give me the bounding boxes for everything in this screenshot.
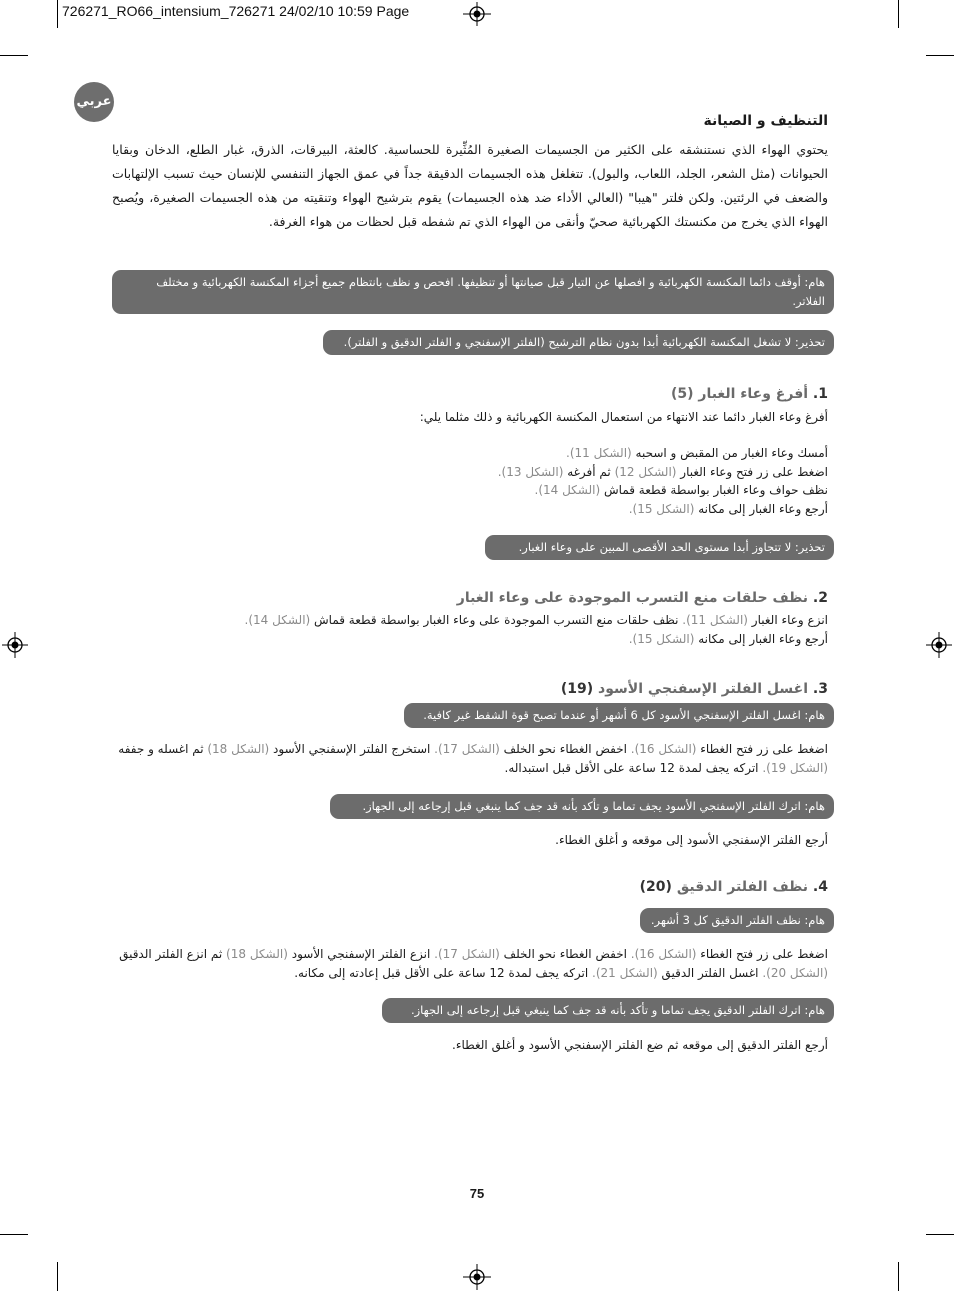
crop-mark — [898, 1262, 899, 1291]
registration-mark-icon — [2, 632, 28, 658]
crop-mark — [0, 55, 28, 56]
section-title: نظف حلقات منع التسرب الموجودة على وعاء الغبار — [456, 590, 809, 606]
important-note: هام: أوقف دائما المكنسة الكهربائية و افصلها عن التيار قبل صيانتها أو تنظيفها. افحص و نظف بانتظام جميع أجزاء المكنسة الكهربائية و مختلف الفلاتر. — [112, 270, 834, 314]
section-1-heading — [671, 386, 828, 402]
section-3-final: أرجع الفلتر الإسفنجي الأسود إلى موقعه و أغلق الغطاء. — [555, 833, 828, 847]
section-4-heading — [640, 879, 828, 895]
registration-mark-icon — [463, 2, 491, 26]
figure-reference: (19) — [560, 681, 594, 697]
section-1-steps — [108, 444, 828, 518]
section-number: 4. — [812, 879, 828, 895]
important-note: هام: اغسل الفلتر الإسفنجي الأسود كل 6 أشهر أو عندما تصبح قوة الشفط غير كافية. — [404, 703, 834, 728]
paragraph-line: (الشكل 20). اغسل الفلتر الدقيق (الشكل 21). اتركه يجف لمدة 12 ساعة على الأقل قبل إعادته إلى مكانه. — [294, 965, 828, 980]
registration-mark-icon — [926, 632, 952, 658]
section-number: 1. — [812, 386, 828, 402]
crop-mark — [926, 55, 954, 56]
section-title: نظف الفلتر الدقيق — [676, 879, 809, 895]
language-tab: عربي — [74, 82, 114, 122]
print-header: 726271_RO66_intensium_726271 24/02/10 10:59 Page — [62, 3, 410, 19]
warning-note: تحذير: لا تتجاوز أبدا مستوى الحد الأقصى المبين على وعاء الغبار. — [485, 535, 834, 560]
figure-reference: (5) — [670, 386, 694, 402]
important-note: هام: اترك الفلتر الدقيق يجف تماما و تأكد بأنه قد جف كما ينبغي قبل إرجاعه إلى الجهاز. — [382, 998, 834, 1023]
paragraph-line: اضغط على زر فتح الغطاء (الشكل 16). اخفض الغطاء نحو الخلف (الشكل 17). انزع الفلتر الإسفنجي الأسود (الشكل 18) ثم انزع الفلتر الدقيق — [119, 947, 828, 961]
crop-mark — [0, 1234, 28, 1235]
paragraph-line: اضغط على زر فتح الغطاء (الشكل 16). اخفض الغطاء نحو الخلف (الشكل 17). استخرج الفلتر الإسفنجي الأسود (الشكل 18) ثم اغسله و جففه — [118, 742, 828, 756]
important-note: هام: نظف الفلتر الدقيق كل 3 أشهر. — [640, 908, 834, 933]
paragraph-line: (الشكل 19). اتركه يجف لمدة 12 ساعة على الأقل قبل استبداله. — [504, 760, 828, 775]
list-item: انزع وعاء الغبار (الشكل 11). نظف حلقات منع التسرب الموجودة على وعاء الغبار بواسطة قطعة قماش (الشكل 14). — [244, 613, 828, 627]
warning-note: تحذير: لا تشغل المكنسة الكهربائية أبدا بدون نظام الترشيح (الفلتر الإسفنجي و الفلتر الدقيق و الفلتر). — [323, 330, 834, 355]
page-title: التنظيف و الصيانة — [703, 113, 828, 129]
crop-mark — [57, 0, 58, 28]
section-title: اغسل الفلتر الإسفنجي الأسود — [598, 681, 809, 697]
section-2-heading — [457, 590, 828, 606]
section-title: أفرغ وعاء الغبار — [698, 386, 809, 402]
intro-paragraph: يحتوي الهواء الذي نستنشقه على الكثير من الجسيمات الصغيرة المُثِّيرة للحساسية. كالعثة، البيرقات، الذرق، غبار الطلع، الدخان وبقايا الحيوانات (مثل الشعر، الجلد، اللعاب، والبول). تتغلغل هذه الجسيمات الدقيقة جداً في عمق الجهاز التنفسي للإنسان حيث تسبب الإلتهابات والضعف في الرئتين. ولكن فلتر "هيبا" (العالي الأداء ضد هذه الجسيمات) يقوم بترشيح الهواء وتنقيته من هذه الجسيمات الصغيرة، ويُصبح الهواء الذي يخرج من مكنستك الكهربائية صحيّ وأنقى من الهواء الذي تم شفطه قبل لحظات من هواء الغرفة. — [112, 142, 828, 229]
crop-mark — [57, 1262, 58, 1291]
section-3-heading — [561, 681, 828, 697]
registration-mark-icon — [463, 1264, 491, 1290]
crop-mark — [926, 1234, 954, 1235]
list-item: أمسك وعاء الغبار من المقبض و اسحبه (الشكل 11). — [566, 446, 828, 460]
figure-reference: (20) — [639, 879, 672, 895]
section-4-text — [108, 945, 828, 982]
list-item: أرجع وعاء الغبار إلى مكانه (الشكل 15). — [628, 631, 828, 646]
list-item: نظف حواف وعاء الغبار بواسطة قطعة قماش (الشكل 14). — [534, 483, 828, 497]
crop-mark — [898, 0, 899, 28]
section-1-intro: أفرغ وعاء الغبار دائما عند الانتهاء من استعمال المكنسة الكهربائية و ذلك مثلما يلي: — [419, 410, 828, 424]
section-4-final: أرجع الفلتر الدقيق إلى موقعه ثم ضع الفلتر الإسفنجي الأسود و أغلق الغطاء. — [452, 1038, 828, 1052]
section-3-text — [108, 740, 828, 777]
page-number: 75 — [469, 1186, 485, 1201]
list-item: أرجع وعاء الغبار إلى مكانه (الشكل 15). — [628, 501, 828, 516]
list-item: اضغط على زر فتح وعاء الغبار (الشكل 12) ثم أفرغه (الشكل 13). — [497, 464, 828, 479]
section-number: 3. — [812, 681, 828, 697]
section-number: 2. — [812, 590, 828, 606]
important-note: هام: اترك الفلتر الإسفنجي الأسود يجف تماما و تأكد بأنه قد جف كما ينبغي قبل إرجاعه إلى الجهاز. — [330, 794, 834, 819]
section-2-steps — [108, 611, 828, 648]
